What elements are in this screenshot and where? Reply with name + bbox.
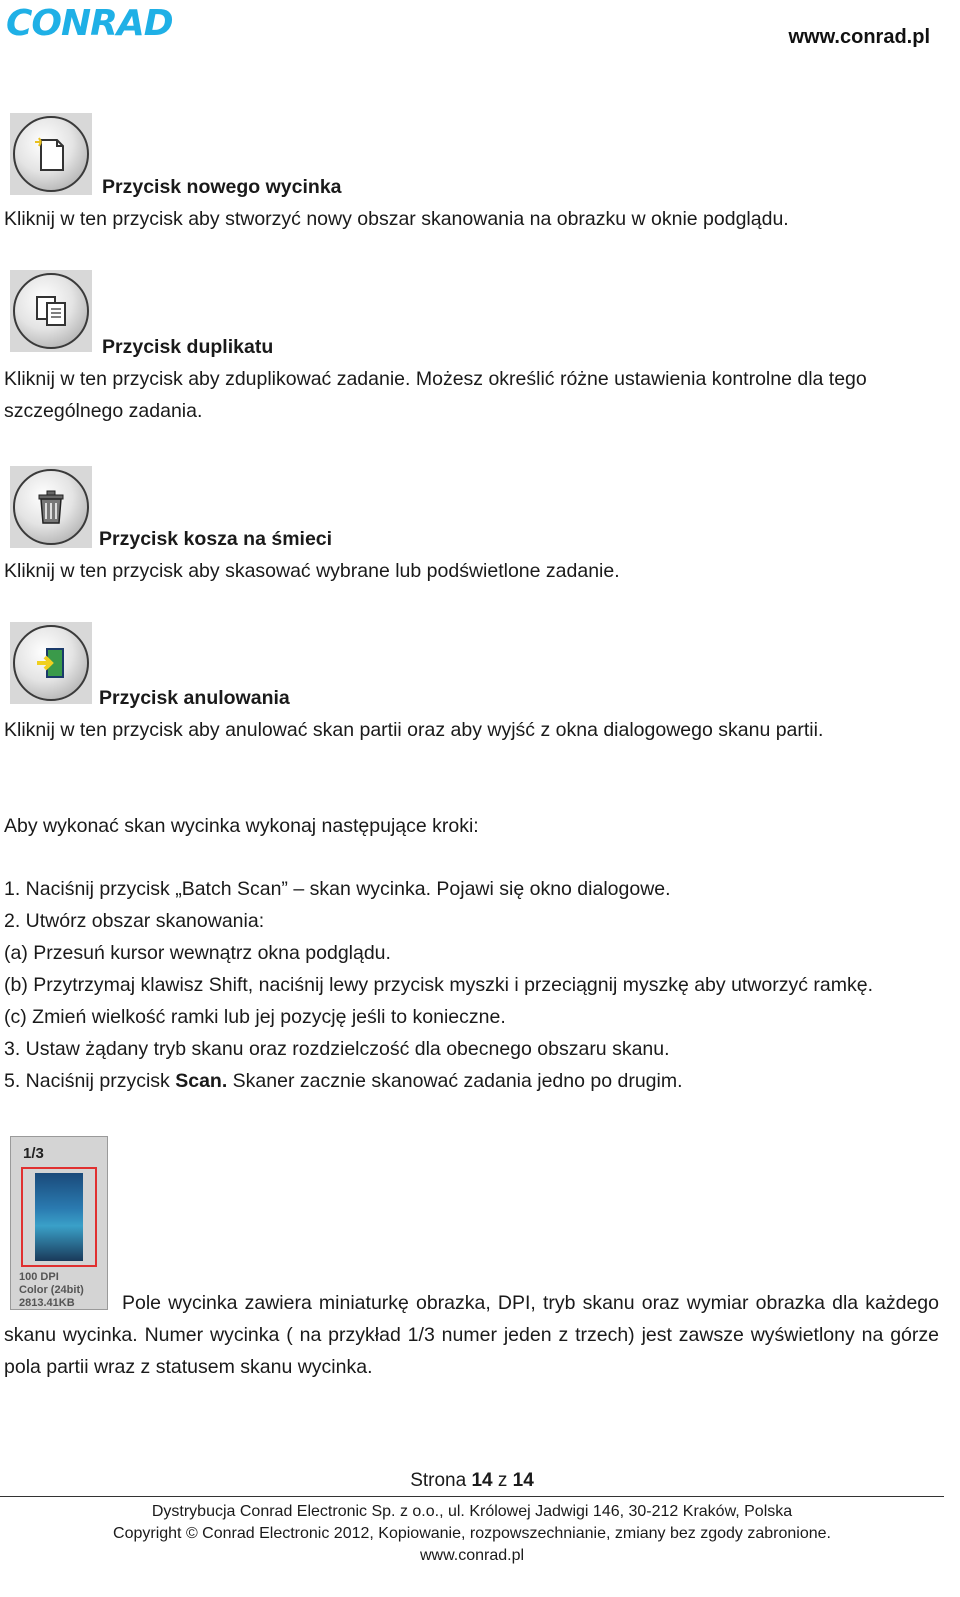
section-text-duplicate-line2: szczególnego zadania.: [4, 400, 203, 422]
footer-line-1: Dystrybucja Conrad Electronic Sp. z o.o., ul. Królowej Jadwigi 146, 30-212 Kraków, Polska: [151, 1503, 793, 1520]
section-title-trash: Przycisk kosza na śmieci: [99, 528, 333, 550]
page-number: [0, 1469, 944, 1493]
section-title-cancel: Przycisk anulowania: [99, 687, 290, 709]
section-text-new-crop: Kliknij w ten przycisk aby stworzyć nowy obszar skanowania na obrazku w oknie podglądu.: [4, 208, 789, 230]
step-2: 2. Utwórz obszar skanowania:: [4, 910, 265, 932]
trash-icon-frame: [10, 466, 92, 548]
section-text-cancel: Kliknij w ten przycisk aby anulować skan partii oraz aby wyjść z okna dialogowego skanu partii.: [4, 719, 824, 741]
footer-line-2: Copyright © Conrad Electronic 2012, Kopiowanie, rozpowszechnianie, zmiany bez zgody zabronione.: [113, 1525, 831, 1542]
footer-divider: [0, 1496, 944, 1497]
step-2b: (b) Przytrzymaj klawisz Shift, naciśnij lewy przycisk myszki i przeciągnij myszkę aby utworzyć ramkę.: [4, 974, 874, 996]
cancel-exit-icon: [13, 625, 89, 701]
step-1: 1. Naciśnij przycisk „Batch Scan” – skan wycinka. Pojawi się okno dialogowe.: [4, 878, 671, 900]
trash-icon: [13, 469, 89, 545]
batch-thumbnail-panel: [10, 1136, 108, 1310]
footer-line-3: www.conrad.pl: [419, 1547, 525, 1564]
step-5-prefix: 5. Naciśnij przycisk: [4, 1070, 176, 1092]
duplicate-icon: [13, 273, 89, 349]
section-title-duplicate: Przycisk duplikatu: [102, 336, 274, 358]
thumbnail-description: Pole wycinka zawiera miniaturkę obrazka, DPI, tryb skanu oraz wymiar obrazka dla każdego skanu wycinka. Numer wycinka ( na przykład 1/3 numer jeden z trzech) jest zawsze wyświetlony na górze pola partii wraz z statusem skanu wycinka.: [4, 1292, 939, 1378]
page-current: 14: [471, 1470, 493, 1491]
step-2c: (c) Zmień wielkość ramki lub jej pozycję jeśli to konieczne.: [4, 1006, 506, 1028]
thumbnail-size: 2813.41KB: [19, 1297, 75, 1309]
header-site-url: www.conrad.pl: [788, 26, 930, 48]
section-title-new-crop: Przycisk nowego wycinka: [102, 176, 342, 198]
step-3: 3. Ustaw żądany tryb skanu oraz rozdzielczość dla obecnego obszaru skanu.: [4, 1038, 670, 1060]
duplicate-icon-frame: [10, 270, 92, 352]
page-total: 14: [512, 1470, 534, 1491]
step-5-scan-label: Scan.: [175, 1070, 228, 1092]
thumbnail-frame: [21, 1167, 97, 1267]
step-5-suffix: Skaner zacznie skanować zadania jedno po drugim.: [227, 1070, 683, 1092]
thumbnail-mode: Color (24bit): [19, 1284, 84, 1296]
section-text-duplicate-line1: Kliknij w ten przycisk aby zduplikować zadanie. Możesz określić różne ustawienia kontrolne dla tego: [4, 368, 867, 390]
step-5: [4, 1065, 683, 1097]
step-2a: (a) Przesuń kursor wewnątrz okna podglądu.: [4, 942, 391, 964]
thumbnail-counter: 1/3: [23, 1145, 44, 1162]
new-crop-icon-frame: [10, 113, 92, 195]
page-prefix: Strona: [410, 1470, 472, 1491]
conrad-logo: CONRAD: [6, 3, 173, 44]
thumbnail-dpi: 100 DPI: [19, 1271, 59, 1283]
thumbnail-image: [35, 1173, 83, 1261]
steps-intro: Aby wykonać skan wycinka wykonaj następujące kroki:: [4, 815, 479, 837]
cancel-icon-frame: [10, 622, 92, 704]
page-mid: z: [492, 1470, 513, 1491]
section-text-trash: Kliknij w ten przycisk aby skasować wybrane lub podświetlone zadanie.: [4, 560, 620, 582]
new-crop-icon: [13, 116, 89, 192]
